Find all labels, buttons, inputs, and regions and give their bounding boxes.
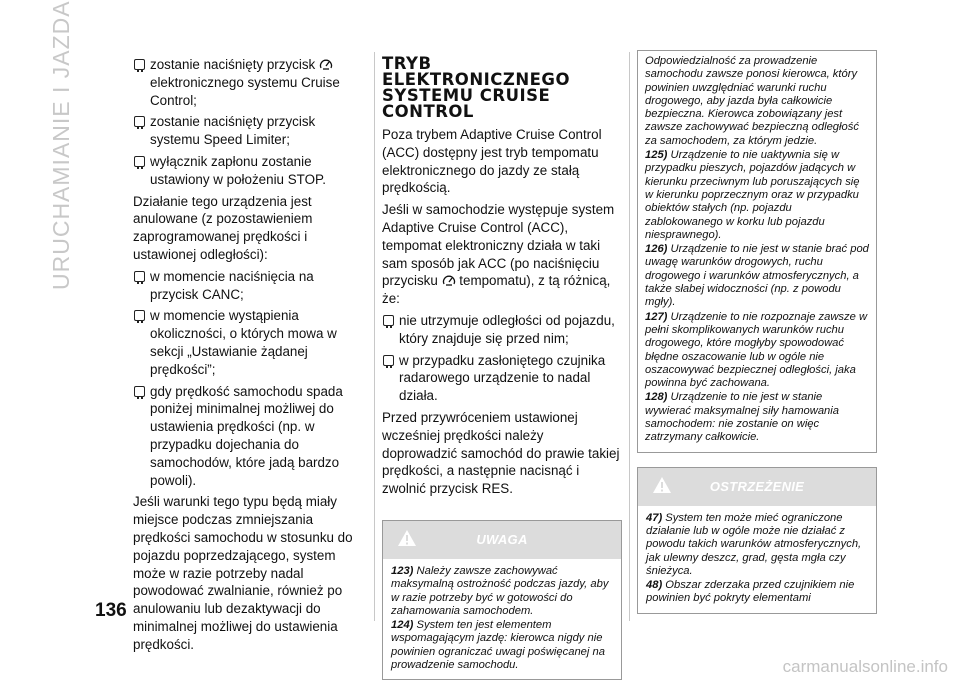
car-bullet-icon bbox=[134, 116, 145, 127]
car-bullet-icon bbox=[134, 59, 145, 70]
paragraph: Przed przywróceniem ustawionej wcześniej prędkości należy doprowadzić samochód do prawie takiej prędkości, a następnie nacisnąć i zwolnić przycisk RES. bbox=[382, 409, 620, 497]
cruise-control-icon bbox=[319, 59, 333, 70]
warning-box bbox=[637, 467, 877, 614]
car-bullet-icon bbox=[383, 355, 394, 366]
car-bullet-icon bbox=[134, 271, 145, 282]
note-item: 126) Urządzenie to nie jest w stanie brać pod uwagę warunków drogowych, ruchu drogowego i warunków atmosferycznych, a także słabej widoczności (np. z powodu mgły). bbox=[645, 243, 869, 309]
note-intro: Odpowiedzialność za prowadzenie samochodu zawsze ponosi kierowca, który powinien uwzględniać warunki ruchu drogowego, aby jazda była całkowicie bezpieczna. Kierowca zobowiązany jest zawsze zachowywać bezpieczną odległość za samochodem, za którym jedzie. bbox=[645, 55, 859, 147]
column-1 bbox=[133, 56, 365, 658]
list-item: w przypadku zasłoniętego czujnika radarowego urządzenie to nadal działa. bbox=[382, 352, 622, 405]
note-item: 48) Obszar zderzaka przed czujnikiem nie powinien być pokryty elementami bbox=[646, 579, 855, 605]
notes-box bbox=[637, 50, 877, 453]
list-item: w momencie wystąpienia okoliczności, o których mowa w sekcji „Ustawianie żądanej prędkości”; bbox=[133, 307, 365, 378]
car-bullet-icon bbox=[134, 310, 145, 321]
warning-box-body bbox=[638, 506, 876, 613]
list-item: zostanie naciśnięty przycisk systemu Speed Limiter; bbox=[133, 113, 365, 149]
paragraph: Działanie tego urządzenia jest anulowane (z pozostawieniem zaprogramowanej prędkości i ustawionej odległości): bbox=[133, 193, 313, 262]
section-heading: TRYB ELEKTRONICZNEGO SYSTEMU CRUISE CONTROL bbox=[382, 54, 571, 121]
warning-triangle-icon bbox=[397, 528, 417, 548]
car-bullet-icon bbox=[134, 156, 145, 167]
car-bullet-icon bbox=[383, 315, 394, 326]
warning-triangle-icon bbox=[652, 475, 672, 495]
note-item: 125) Urządzenie to nie uaktywnia się w przypadku pieszych, pojazdów jadących w kierunku przeciwnym lub poruszających się w kierunku poprzecznym oraz w przypadku obiektów stałych (np. pojazdu zablokowanego w korku lub pojazdu niesprawnego). bbox=[645, 149, 860, 241]
warning-box-header bbox=[638, 468, 876, 506]
column-3 bbox=[637, 50, 877, 614]
list-item: wyłącznik zapłonu zostanie ustawiony w położeniu STOP. bbox=[133, 153, 365, 189]
paragraph: Jeśli warunki tego typu będą miały miejsce podczas zmniejszania prędkości samochodu w stosunku do pojazdu poprzedzającego, system może w razie potrzeby nadal powodować zwalnianie, również po anulowaniu lub dezaktywacji do minimalnej możliwej do ustawienia prędkości. bbox=[133, 494, 353, 652]
attention-box-body bbox=[383, 559, 621, 679]
paragraph: Jeśli w samochodzie występuje system Adaptive Cruise Control (ACC), tempomat elektroniczny działa w taki sam sposób jak ACC (po naciśnięciu przycisku tempomatu), z tą różnicą, że: bbox=[382, 202, 615, 307]
attention-box bbox=[382, 520, 622, 680]
list-item: nie utrzymuje odległości od pojazdu, który znajduje się przed nim; bbox=[382, 312, 622, 348]
note-item: 124) System ten jest elementem wspomagającym jazdę: kierowca nigdy nie powinien ograniczać uwagi poświęcanej na prowadzenie samochodu. bbox=[391, 619, 605, 672]
column-2 bbox=[382, 56, 622, 680]
note-item: 128) Urządzenie to nie jest w stanie wywierać maksymalnej siły hamowania samochodem: nie zostanie on więc zatrzymany całkowicie. bbox=[645, 391, 839, 444]
box-label: OSTRZEŻENIE bbox=[709, 479, 805, 495]
note-item: 127) Urządzenie to nie rozpoznaje zawsze w pełni skomplikowanych warunków ruchu drogowego, które mogłyby spowodować błędne oszacowanie lub w ogóle nie oszacowywać bezpiecznej odległości, jaka powinna być zachowana. bbox=[645, 310, 868, 390]
column-divider bbox=[374, 52, 375, 621]
car-bullet-icon bbox=[134, 386, 145, 397]
section-side-title: URUCHAMIANIE I JAZDA bbox=[48, 0, 74, 290]
list-item: zostanie naciśnięty przycisk elektronicznego systemu Cruise Control; bbox=[133, 56, 365, 109]
column-divider bbox=[629, 52, 630, 621]
attention-box-header bbox=[383, 521, 621, 559]
cruise-control-icon bbox=[442, 275, 456, 286]
note-item: 123) Należy zawsze zachowywać maksymalną ostrożność podczas jazdy, aby w razie potrzeby być w gotowości do zahamowania samochodem. bbox=[391, 564, 609, 617]
box-label: UWAGA bbox=[476, 532, 528, 548]
list-item: w momencie naciśnięcia na przycisk CANC; bbox=[133, 268, 365, 304]
paragraph: Poza trybem Adaptive Cruise Control (ACC) dostępny jest tryb tempomatu elektronicznego do jazdy ze stałą prędkością. bbox=[382, 127, 602, 196]
watermark: carmanualsonline.info bbox=[782, 657, 948, 676]
page-number: 136 bbox=[95, 600, 127, 621]
note-item: 47) System ten może mieć ograniczone działanie lub w ogóle może nie działać z powodu takich warunków atmosferycznych, jak ulewny deszcz, grad, gęsta mgła czy śnieżyca. bbox=[646, 511, 862, 577]
list-item: gdy prędkość samochodu spada poniżej minimalnej możliwej do ustawienia prędkości (np. w przypadku dojechania do samochodów, które jadą bardzo powoli). bbox=[133, 383, 365, 490]
